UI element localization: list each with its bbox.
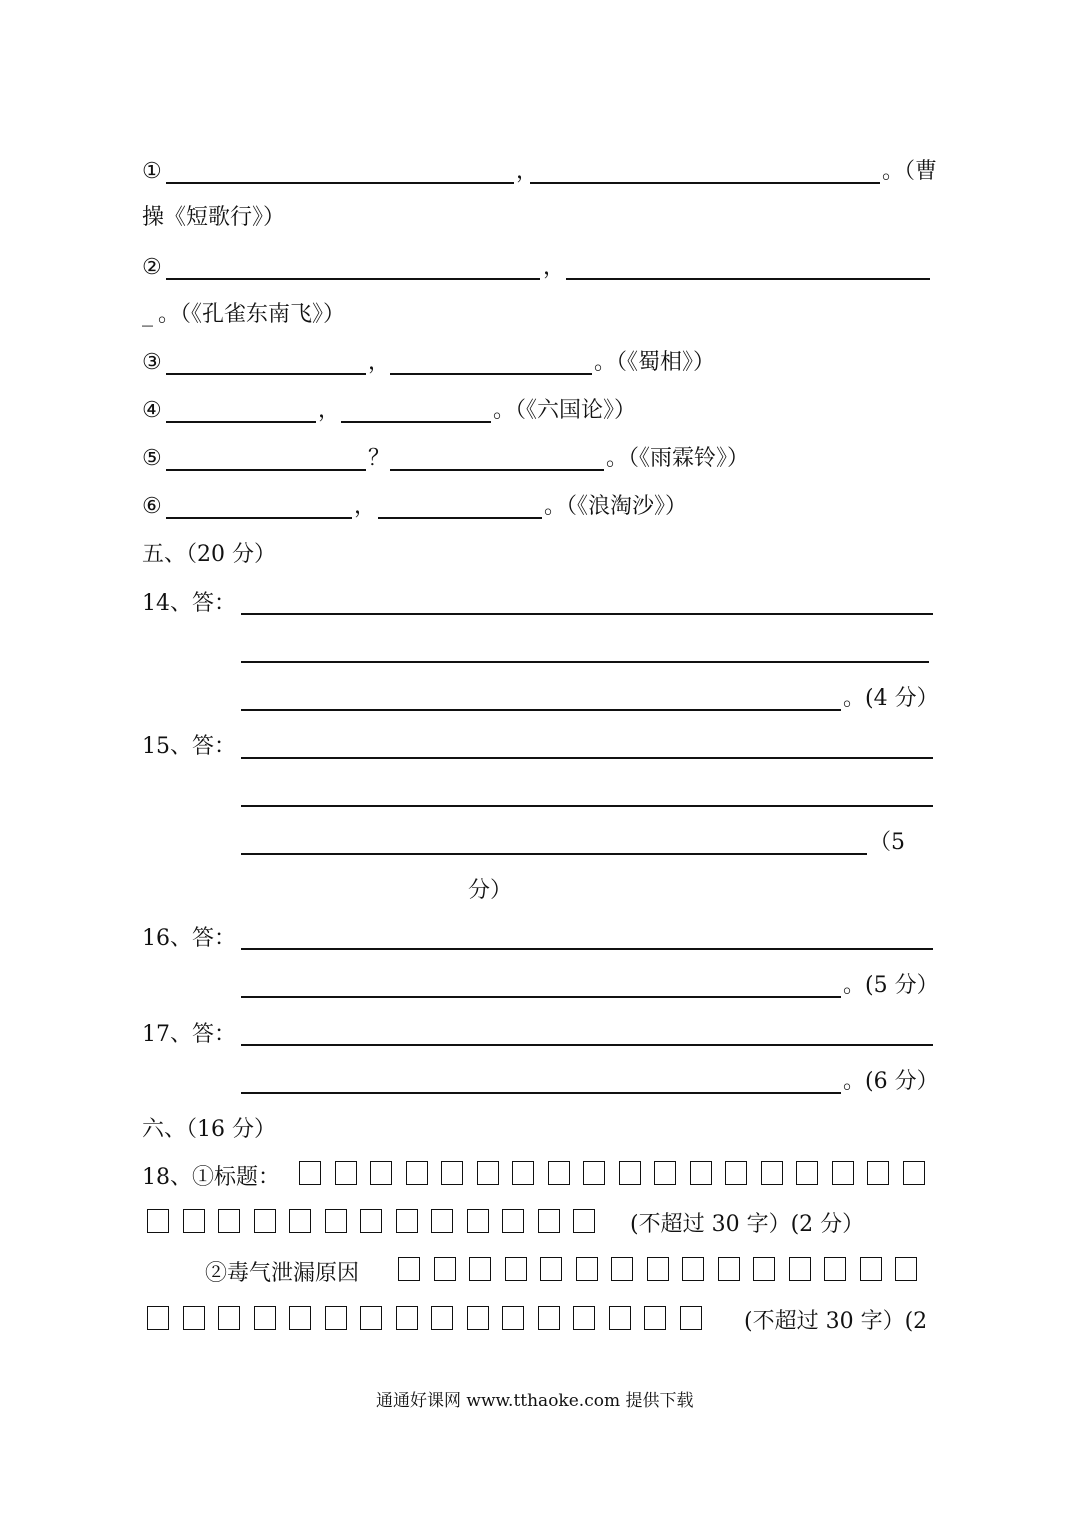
answer-cell[interactable] <box>147 1209 169 1233</box>
answer-cell[interactable] <box>183 1209 205 1233</box>
answer-cell[interactable] <box>502 1209 524 1233</box>
q1-source: 。（曹 <box>882 159 938 184</box>
answer-cell[interactable] <box>753 1257 775 1281</box>
q1-blank-2[interactable] <box>530 182 880 184</box>
q3-source: 。（《蜀相》） <box>594 350 716 375</box>
q18-cause-grid-row-1[interactable] <box>398 1257 931 1281</box>
q3-number: ③ <box>142 350 162 375</box>
q4-blank-1[interactable] <box>166 421 316 423</box>
q14-line-2[interactable] <box>241 661 929 663</box>
answer-cell[interactable] <box>647 1257 669 1281</box>
q16-line-2[interactable] <box>241 996 841 998</box>
answer-cell[interactable] <box>895 1257 917 1281</box>
q5-blank-1[interactable] <box>166 469 366 471</box>
answer-cell[interactable] <box>360 1306 382 1330</box>
answer-cell[interactable] <box>218 1209 240 1233</box>
answer-cell[interactable] <box>867 1161 889 1185</box>
q18-title-grid-row-1[interactable] <box>299 1161 938 1185</box>
answer-cell[interactable] <box>796 1161 818 1185</box>
q6-separator: ， <box>354 494 377 519</box>
q15-line-2[interactable] <box>241 805 933 807</box>
q2-blank-2[interactable] <box>566 278 930 280</box>
answer-cell[interactable] <box>548 1161 570 1185</box>
q15-score-cont: 分） <box>468 878 513 903</box>
answer-cell[interactable] <box>718 1257 740 1281</box>
answer-cell[interactable] <box>860 1257 882 1281</box>
q2-blank-tail: _ <box>142 302 153 327</box>
q3-blank-2[interactable] <box>390 373 592 375</box>
answer-cell[interactable] <box>573 1209 595 1233</box>
answer-cell[interactable] <box>538 1306 560 1330</box>
answer-cell[interactable] <box>832 1161 854 1185</box>
q6-source: 。（《浪淘沙》） <box>544 494 688 519</box>
answer-cell[interactable] <box>502 1306 524 1330</box>
q4-blank-2[interactable] <box>341 421 491 423</box>
answer-cell[interactable] <box>682 1257 704 1281</box>
q18-label: 18、①标题： <box>142 1165 280 1190</box>
answer-cell[interactable] <box>505 1257 527 1281</box>
q5-source: 。（《雨霖铃》） <box>606 446 750 471</box>
q17-score: 。(6 分） <box>843 1069 939 1094</box>
answer-cell[interactable] <box>406 1161 428 1185</box>
q18-title-note: (不超过 30 字）(2 分） <box>630 1212 865 1237</box>
answer-cell[interactable] <box>903 1161 925 1185</box>
answer-cell[interactable] <box>583 1161 605 1185</box>
q5-number: ⑤ <box>142 446 162 471</box>
q15-label: 15、答： <box>142 734 236 759</box>
answer-cell[interactable] <box>289 1209 311 1233</box>
q6-blank-1[interactable] <box>166 517 352 519</box>
q18-cause-note: (不超过 30 字）(2 <box>744 1309 928 1334</box>
answer-cell[interactable] <box>540 1257 562 1281</box>
q3-separator: ， <box>368 350 391 375</box>
answer-cell[interactable] <box>434 1257 456 1281</box>
answer-cell[interactable] <box>477 1161 499 1185</box>
q16-line-1[interactable] <box>241 948 933 950</box>
q14-score: 。(4 分） <box>843 686 939 711</box>
q1-number: ① <box>142 159 162 184</box>
section5-title: 五、（20 分） <box>142 542 276 567</box>
q14-line-1[interactable] <box>241 613 933 615</box>
q14-label: 14、答： <box>142 591 236 616</box>
q14-line-3[interactable] <box>241 709 841 711</box>
answer-cell[interactable] <box>469 1257 491 1281</box>
q1-separator: ， <box>516 159 539 184</box>
q6-number: ⑥ <box>142 494 162 519</box>
answer-cell[interactable] <box>761 1161 783 1185</box>
answer-cell[interactable] <box>538 1209 560 1233</box>
answer-cell[interactable] <box>218 1306 240 1330</box>
q17-line-2[interactable] <box>241 1092 841 1094</box>
q5-blank-2[interactable] <box>390 469 604 471</box>
q3-blank-1[interactable] <box>166 373 366 375</box>
q5-separator: ？ <box>368 446 391 471</box>
q6-blank-2[interactable] <box>378 517 542 519</box>
q18-cause-label: ②毒气泄漏原因 <box>205 1261 360 1286</box>
answer-cell[interactable] <box>299 1161 321 1185</box>
answer-cell[interactable] <box>441 1161 463 1185</box>
q16-label: 16、答： <box>142 926 236 951</box>
answer-cell[interactable] <box>289 1306 311 1330</box>
answer-cell[interactable] <box>573 1306 595 1330</box>
q18-title-grid-row-2[interactable] <box>147 1209 609 1233</box>
answer-cell[interactable] <box>431 1209 453 1233</box>
q1-blank-1[interactable] <box>166 182 514 184</box>
q2-number: ② <box>142 255 162 280</box>
answer-cell[interactable] <box>611 1257 633 1281</box>
answer-cell[interactable] <box>370 1161 392 1185</box>
answer-cell[interactable] <box>690 1161 712 1185</box>
answer-cell[interactable] <box>335 1161 357 1185</box>
q15-score: （5 <box>869 830 905 855</box>
q2-separator: ， <box>543 255 566 280</box>
answer-cell[interactable] <box>254 1209 276 1233</box>
section6-title: 六、（16 分） <box>142 1117 276 1142</box>
answer-cell[interactable] <box>824 1257 846 1281</box>
q17-line-1[interactable] <box>241 1044 933 1046</box>
q4-separator: ， <box>318 398 341 423</box>
q1-source-cont: 操《短歌行》） <box>142 205 286 230</box>
q4-source: 。（《六国论》） <box>493 398 637 423</box>
answer-cell[interactable] <box>512 1161 534 1185</box>
answer-cell[interactable] <box>431 1306 453 1330</box>
q2-blank-1[interactable] <box>166 278 540 280</box>
answer-cell[interactable] <box>789 1257 811 1281</box>
answer-cell[interactable] <box>396 1306 418 1330</box>
answer-cell[interactable] <box>644 1306 666 1330</box>
answer-cell[interactable] <box>398 1257 420 1281</box>
answer-cell[interactable] <box>396 1209 418 1233</box>
answer-cell[interactable] <box>254 1306 276 1330</box>
q17-label: 17、答： <box>142 1022 236 1047</box>
q16-score: 。(5 分） <box>843 973 939 998</box>
answer-cell[interactable] <box>325 1306 347 1330</box>
answer-cell[interactable] <box>680 1306 702 1330</box>
answer-cell[interactable] <box>467 1209 489 1233</box>
answer-cell[interactable] <box>619 1161 641 1185</box>
answer-cell[interactable] <box>654 1161 676 1185</box>
answer-cell[interactable] <box>325 1209 347 1233</box>
answer-cell[interactable] <box>147 1306 169 1330</box>
q4-number: ④ <box>142 398 162 423</box>
answer-cell[interactable] <box>360 1209 382 1233</box>
answer-cell[interactable] <box>609 1306 631 1330</box>
page-footer: 通通好课网 www.tthaoke.com 提供下载 <box>376 1391 694 1411</box>
answer-cell[interactable] <box>183 1306 205 1330</box>
answer-cell[interactable] <box>576 1257 598 1281</box>
q15-line-1[interactable] <box>241 757 933 759</box>
q18-cause-grid-row-2[interactable] <box>147 1306 715 1330</box>
q15-line-3[interactable] <box>241 853 867 855</box>
q2-source: 。（《孔雀东南飞》） <box>158 302 346 327</box>
answer-cell[interactable] <box>467 1306 489 1330</box>
answer-cell[interactable] <box>725 1161 747 1185</box>
